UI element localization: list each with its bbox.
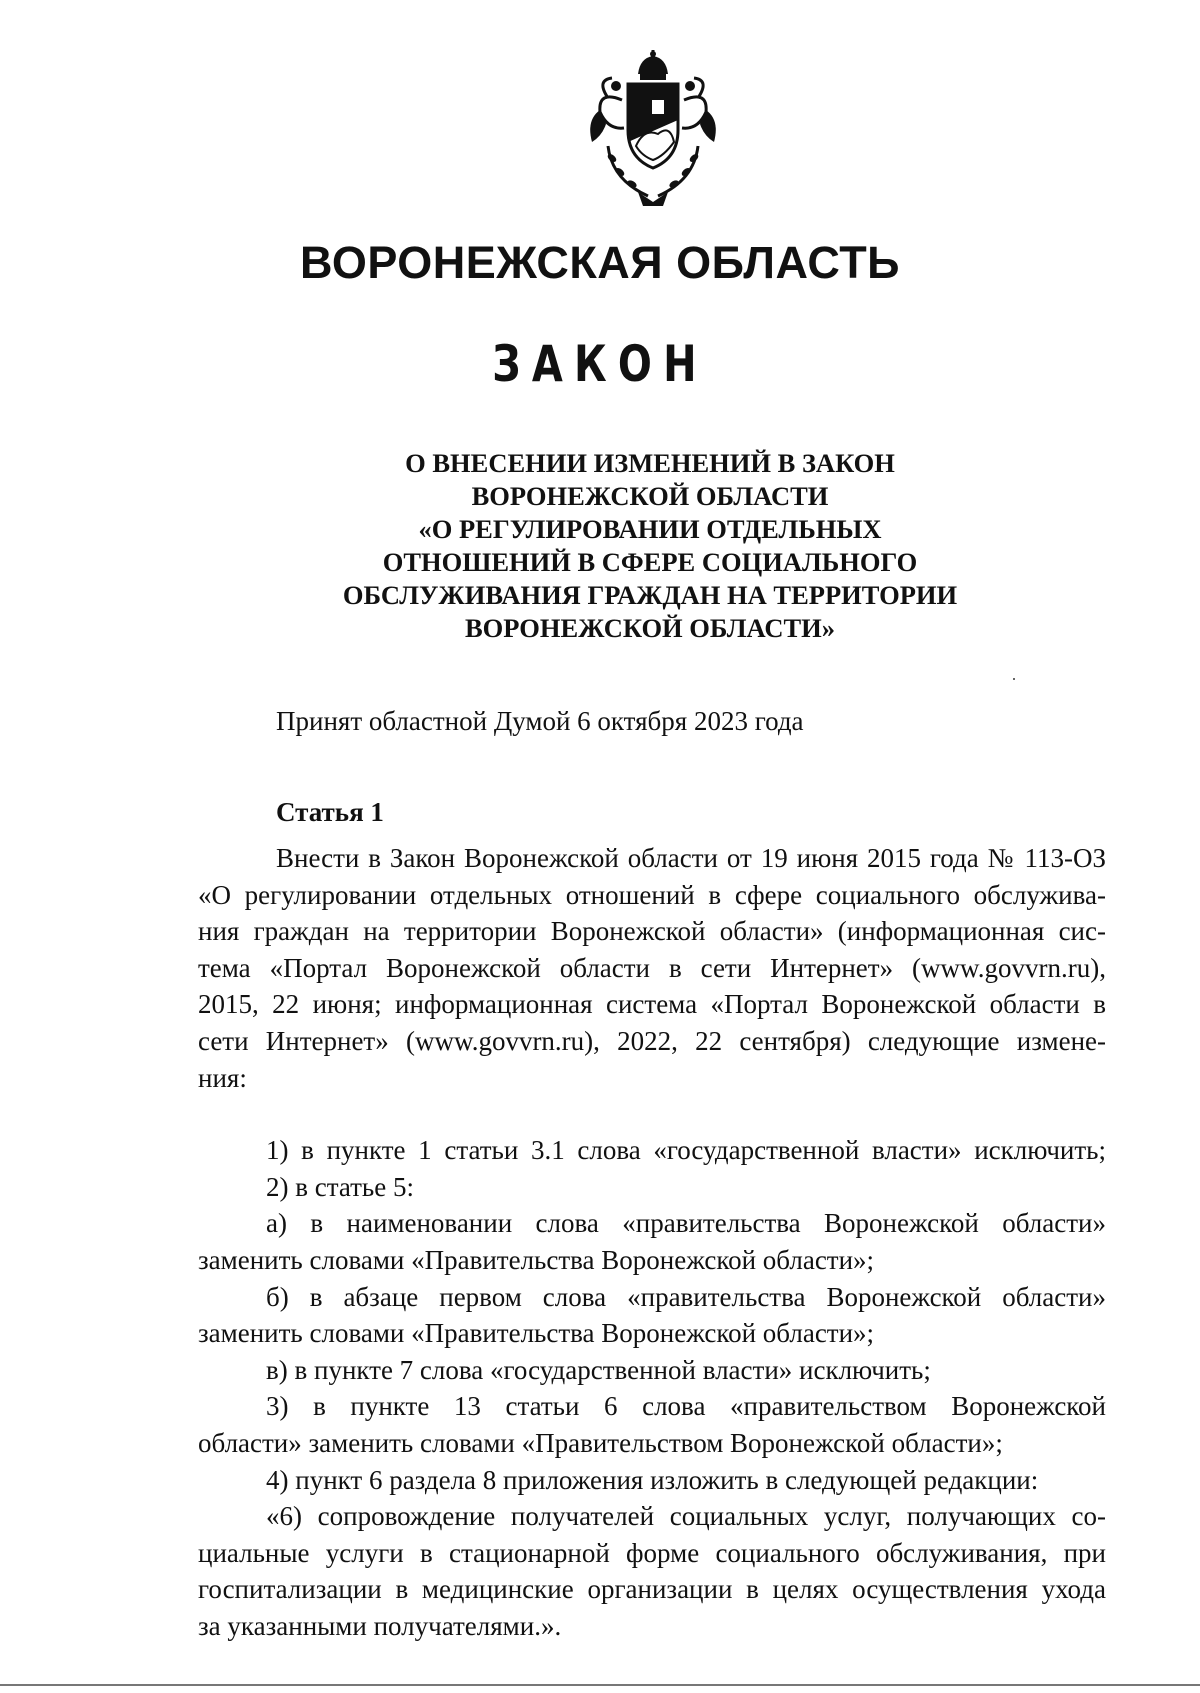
body-line: 1) в пункте 1 статьи 3.1 слова «государственной власти» исключить; (266, 1135, 1106, 1166)
region-title: ВОРОНЕЖСКАЯ ОБЛАСТЬ (299, 237, 901, 288)
body-line: в) в пункте 7 слова «государственной власти» исключить; (266, 1354, 931, 1385)
law-title-line: ВОРОНЕЖСКОЙ ОБЛАСТИ» (464, 613, 836, 643)
body-line: госпитализации в медицинские организации в целях осуществления ухода (198, 1574, 1106, 1605)
body-line: 4) пункт 6 раздела 8 приложения изложить в следующей редакции: (266, 1464, 1039, 1495)
body-line: заменить словами «Правительства Воронежской области»; (198, 1318, 875, 1349)
body-line: тема «Портал Воронежской области в сети Интернет» (www.govvrn.ru), (198, 952, 1106, 983)
amendment-item (198, 1132, 1106, 1169)
body-line: «6) сопровождение получателей социальных услуг, получающих со- (266, 1501, 1106, 1532)
paragraph-gap (198, 1096, 1106, 1132)
amendment-item (198, 1498, 1106, 1644)
body-line: сети Интернет» (www.govvrn.ru), 2022, 22 сентября) следующие измене- (198, 1025, 1106, 1056)
article-body (198, 840, 1106, 1644)
article-intro (198, 840, 1106, 1096)
body-line: 2015, 22 июня; информационная система «Портал Воронежской области в (198, 989, 1106, 1020)
law-title-line: ОБСЛУЖИВАНИЯ ГРАЖДАН НА ТЕРРИТОРИИ (342, 580, 958, 610)
body-line: а) в наименовании слова «правительства Воронежской области» (266, 1208, 1106, 1239)
law-title-line: О ВНЕСЕНИИ ИЗМЕНЕНИЙ В ЗАКОН (405, 448, 895, 478)
body-line: б) в абзаце первом слова «правительства Воронежской области» (266, 1281, 1106, 1312)
body-line: 2) в статье 5: (266, 1171, 414, 1202)
body-line: заменить словами «Правительства Воронежской области»; (198, 1244, 875, 1275)
amendment-item (198, 1205, 1106, 1278)
law-title (300, 447, 1000, 645)
scan-speck (1013, 678, 1015, 680)
body-line: ния граждан на территории Воронежской области» (информационная сис- (198, 916, 1106, 947)
body-line: «О регулировании отдельных отношений в сфере социального обслужива- (198, 879, 1106, 910)
body-line: Внести в Закон Воронежской области от 19 июня 2015 года № 113-ОЗ (276, 843, 1106, 873)
adoption-note: Принят областной Думой 6 октября 2023 года (276, 706, 804, 736)
amendment-item (198, 1169, 1106, 1206)
body-line: области» заменить словами «Правительством Воронежской области»; (198, 1427, 1003, 1458)
scan-edge-line (0, 1684, 1200, 1686)
amendment-item (198, 1388, 1106, 1461)
law-title-line: ВОРОНЕЖСКОЙ ОБЛАСТИ (471, 481, 829, 511)
article-heading: Статья 1 (276, 797, 384, 827)
amendment-item (198, 1352, 1106, 1389)
body-line: за указанными получателями.». (198, 1610, 562, 1641)
law-title-line: ОТНОШЕНИЙ В СФЕРЕ СОЦИАЛЬНОГО (382, 547, 918, 577)
amendment-item (198, 1279, 1106, 1352)
law-title-line: «О РЕГУЛИРОВАНИИ ОТДЕЛЬНЫХ (418, 514, 882, 544)
amendment-item (198, 1462, 1106, 1499)
body-line: ния: (198, 1062, 247, 1093)
body-line: циальные услуги в стационарной форме социального обслуживания, при (198, 1537, 1106, 1568)
body-line: 3) в пункте 13 статьи 6 слова «правительством Воронежской (266, 1391, 1106, 1422)
coat-of-arms-icon (578, 50, 728, 210)
document-type-title: ЗАКОН (492, 335, 708, 393)
